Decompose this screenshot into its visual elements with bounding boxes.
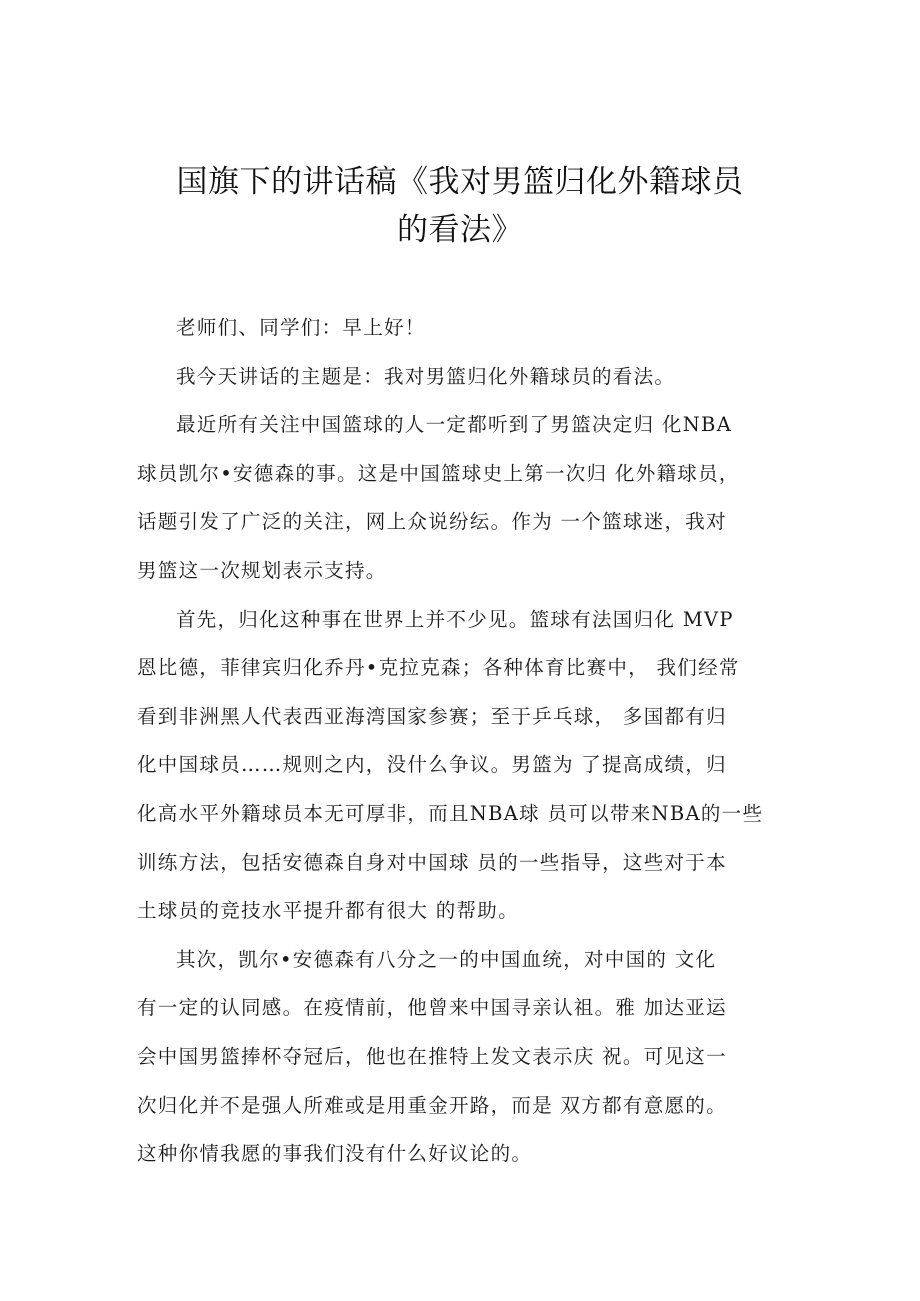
title-line-1: 国旗下的讲话稿《我对男篮归化外籍球员 <box>176 164 744 200</box>
title-line-2: 的看法》 <box>397 212 523 248</box>
text-line: 话题引发了广泛的关注，网上众说纷纭。作为 一个篮球迷，我对 <box>137 510 727 534</box>
text-line: 训练方法，包括安德森自身对中国球 员的一些指导，这些对于本 <box>137 850 727 874</box>
text-line: 恩比德，菲律宾归化乔丹•克拉克森；各种体育比赛中， 我们经常 <box>137 656 740 680</box>
text-line: 有一定的认同感。在疫情前，他曾来中国寻亲认祖。雅 加达亚运 <box>137 996 727 1020</box>
paragraph-intro <box>137 401 817 595</box>
text-line: 我今天讲话的主题是：我对男篮归化外籍球员的看法。 <box>176 364 676 388</box>
text-line: 这种你情我愿的事我们没有什么好议论的。 <box>137 1142 533 1166</box>
text-line: 会中国男篮捧杯夺冠后，他也在推特上发文表示庆 祝。可见这一 <box>137 1044 727 1068</box>
document-body <box>137 304 817 1179</box>
text-line: 土球员的竞技水平提升都有很大 的帮助。 <box>137 899 519 923</box>
text-line: 男篮这一次规划表示支持。 <box>137 558 387 582</box>
text-line: 其次，凯尔•安德森有八分之一的中国血统，对中国的 文化 <box>176 947 717 971</box>
text-line: 首先，归化这种事在世界上并不少见。篮球有法国归化 MVP <box>176 607 734 631</box>
text-line: 球员凯尔•安德森的事。这是中国篮球史上第一次归 化外籍球员， <box>137 461 740 485</box>
text-line: 最近所有关注中国篮球的人一定都听到了男篮决定归 化NBA <box>176 413 733 437</box>
text-line: 看到非洲黑人代表西亚海湾国家参赛；至于乒乓球， 多国都有归 <box>137 704 727 728</box>
text-line: 次归化并不是强人所难或是用重金开路，而是 双方都有意愿的。 <box>137 1093 727 1117</box>
text-line: 老师们、同学们：早上好！ <box>176 316 426 339</box>
document-title <box>90 158 830 254</box>
paragraph-topic <box>137 353 817 402</box>
paragraph-first-point <box>137 596 817 936</box>
paragraph-second-point <box>137 936 817 1179</box>
paragraph-greeting <box>137 304 817 353</box>
text-line: 化高水平外籍球员本无可厚非，而且NBA球 员可以带来NBA的一些 <box>137 801 764 825</box>
text-line: 化中国球员……规则之内，没什么争议。男篮为 了提高成绩，归 <box>137 753 727 777</box>
